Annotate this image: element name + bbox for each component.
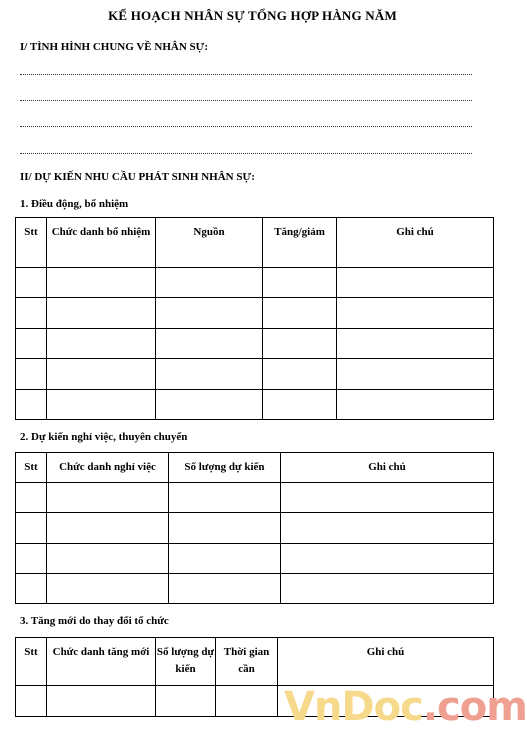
table-header-row — [16, 218, 494, 268]
table-cell — [281, 543, 494, 573]
table-cell — [169, 543, 281, 573]
column-header: Ghi chú — [337, 218, 494, 268]
section2-heading: II/ DỰ KIẾN NHU CẦU PHÁT SINH NHÂN SỰ: — [20, 171, 255, 183]
column-header: Chức danh bổ nhiệm — [47, 218, 156, 268]
table-row — [16, 268, 494, 298]
table-cell — [263, 298, 337, 328]
column-header: Ghi chú — [281, 453, 494, 483]
table-resignation-transfer — [15, 452, 494, 604]
table-cell — [263, 328, 337, 358]
table-cell — [47, 513, 169, 543]
table-row — [16, 483, 494, 513]
sub1-heading: 1. Điều động, bổ nhiệm — [20, 198, 129, 210]
sub3-heading: 3. Tăng mới do thay đổi tổ chức — [20, 615, 169, 627]
table-cell — [16, 573, 47, 603]
table-cell — [47, 543, 169, 573]
table-cell — [16, 483, 47, 513]
table-cell — [169, 573, 281, 603]
column-header: Số lượng dự kiến — [169, 453, 281, 483]
table-cell — [47, 389, 156, 419]
table-cell — [47, 359, 156, 389]
table-cell — [47, 483, 169, 513]
column-header: Nguồn — [156, 218, 263, 268]
table-cell — [337, 268, 494, 298]
table-cell — [16, 268, 47, 298]
dotted-line — [20, 153, 472, 154]
table-cell — [169, 483, 281, 513]
document-title: KẾ HOẠCH NHÂN SỰ TỔNG HỢP HÀNG NĂM — [108, 8, 397, 23]
table-cell — [156, 686, 216, 717]
table-cell — [47, 328, 156, 358]
table-cell — [16, 389, 47, 419]
table-cell — [16, 686, 47, 717]
table-transfer-appointment — [15, 217, 494, 420]
table-cell — [337, 359, 494, 389]
table-cell — [47, 686, 156, 717]
table-cell — [16, 298, 47, 328]
section1-heading: I/ TÌNH HÌNH CHUNG VỀ NHÂN SỰ: — [20, 41, 209, 53]
table-cell — [281, 513, 494, 543]
table-row — [16, 298, 494, 328]
table-row — [16, 389, 494, 419]
table-cell — [47, 298, 156, 328]
dotted-line — [20, 74, 472, 75]
table-cell — [337, 298, 494, 328]
watermark-part1: VnDoc — [284, 684, 423, 730]
table-row — [16, 328, 494, 358]
column-header: Tăng/giảm — [263, 218, 337, 268]
column-header: Chức danh nghỉ việc — [47, 453, 169, 483]
table-row — [16, 543, 494, 573]
table-cell — [216, 686, 278, 717]
table-cell — [16, 513, 47, 543]
table-cell — [156, 359, 263, 389]
table-cell — [16, 328, 47, 358]
table-cell — [337, 389, 494, 419]
dotted-line — [20, 126, 472, 127]
table-cell — [337, 328, 494, 358]
column-header: Chức danh tăng mới — [47, 638, 156, 686]
table-header-row — [16, 638, 494, 686]
table-cell — [281, 483, 494, 513]
table-cell — [156, 268, 263, 298]
table-cell — [16, 543, 47, 573]
column-header: Số lượng dự kiến — [156, 638, 216, 686]
table-row — [16, 359, 494, 389]
table-cell — [281, 573, 494, 603]
dotted-line — [20, 100, 472, 101]
table-cell — [47, 268, 156, 298]
table-cell — [263, 268, 337, 298]
column-header: Thời gian cần — [216, 638, 278, 686]
vndoc-watermark-logo — [284, 684, 527, 730]
table-cell — [156, 298, 263, 328]
table-header-row — [16, 453, 494, 483]
column-header: Stt — [16, 453, 47, 483]
sub2-heading: 2. Dự kiến nghỉ việc, thuyên chuyển — [20, 431, 188, 443]
watermark-part2: .com — [422, 684, 527, 730]
table-cell — [156, 328, 263, 358]
table-cell — [263, 389, 337, 419]
table-row — [16, 573, 494, 603]
table-cell — [16, 359, 47, 389]
table-cell — [169, 513, 281, 543]
column-header: Ghi chú — [278, 638, 494, 686]
column-header: Stt — [16, 638, 47, 686]
table-cell — [263, 359, 337, 389]
table-row — [16, 513, 494, 543]
table-cell — [156, 389, 263, 419]
column-header: Stt — [16, 218, 47, 268]
table-cell — [47, 573, 169, 603]
